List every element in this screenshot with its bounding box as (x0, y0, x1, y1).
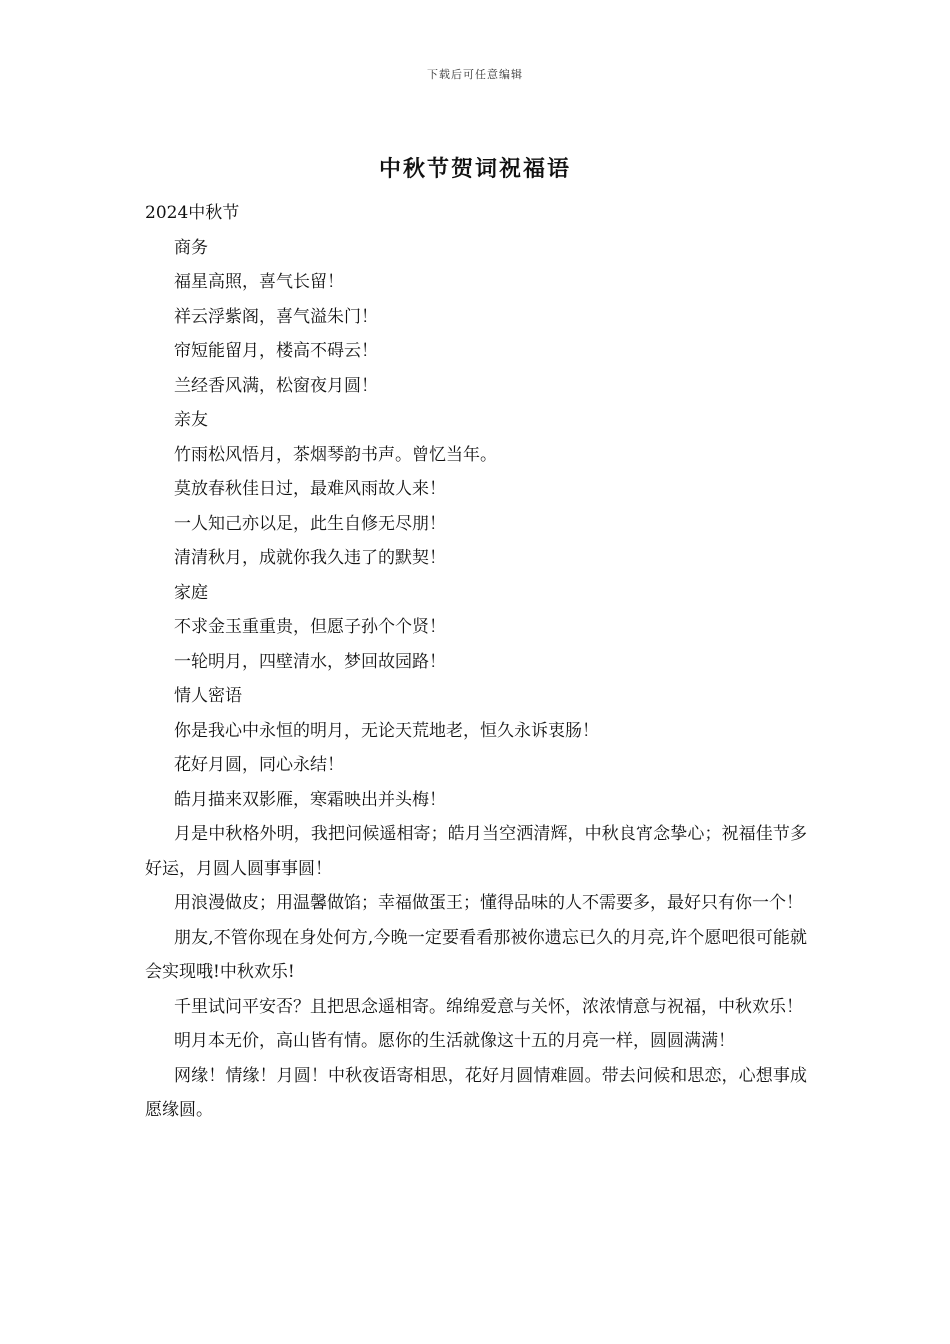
section-heading-business: 商务 (174, 237, 208, 258)
greeting-line: 花好月圆，同心永结！ (174, 755, 344, 775)
greeting-line: 清清秋月，成就你我久违了的默契！ (174, 548, 446, 568)
greeting-line: 你是我心中永恒的明月，无论天荒地老，恒久永诉衷肠！ (174, 720, 599, 741)
greeting-paragraph: 月是中秋格外明，我把问候遥相寄；皓月当空洒清辉，中秋良宵念挚心；祝福佳节多好运，月圆人圆事事圆！ (145, 824, 807, 879)
greeting-line: 一人知己亦以足，此生自修无尽朋！ (174, 513, 446, 534)
greeting-line: 莫放春秋佳日过，最难风雨故人来！ (174, 479, 446, 499)
greeting-line: 不求金玉重重贵，但愿子孙个个贤！ (174, 617, 446, 637)
greeting-line: 帘短能留月，楼高不碍云！ (174, 341, 378, 361)
greeting-line: 竹雨松风悟月，茶烟琴韵书声。曾忆当年。 (174, 444, 497, 465)
greeting-line: 兰经香风满，松窗夜月圆！ (174, 375, 378, 396)
greeting-paragraph: 千里试问平安否？且把思念遥相寄。绵绵爱意与关怀，浓浓情意与祝福，中秋欢乐！ (174, 996, 803, 1017)
greeting-line: 一轮明月，四壁清水，梦回故园路！ (174, 651, 446, 672)
section-heading-lovers: 情人密语 (174, 686, 242, 706)
greeting-paragraph: 朋友,不管你现在身处何方,今晚一定要看看那被你遗忘已久的月亮,许个愿吧很可能就会实现哦!中秋欢乐! (145, 927, 807, 982)
greeting-paragraph: 网缘！情缘！月圆！中秋夜语寄相思，花好月圆情难圆。带去问候和思恋，心想事成愿缘圆。 (145, 1065, 807, 1120)
document-subtitle: 2024中秋节 (145, 203, 240, 223)
document-title: 中秋节贺词祝福语 (378, 157, 571, 182)
greeting-line: 祥云浮紫阁，喜气溢朱门！ (174, 306, 378, 327)
section-heading-friends: 亲友 (174, 410, 208, 430)
header-note: 下载后可任意编辑 (427, 68, 523, 81)
section-heading-family: 家庭 (174, 582, 208, 603)
greeting-paragraph: 明月本无价，高山皆有情。愿你的生活就像这十五的月亮一样，圆圆满满！ (174, 1031, 735, 1051)
greeting-paragraph: 用浪漫做皮；用温馨做馅；幸福做蛋王；懂得品味的人不需要多，最好只有你一个！ (174, 893, 803, 913)
document-body (145, 196, 807, 1128)
greeting-line: 皓月描来双影雁，寒霜映出并头梅！ (174, 789, 446, 810)
greeting-line: 福星高照，喜气长留！ (174, 272, 344, 292)
